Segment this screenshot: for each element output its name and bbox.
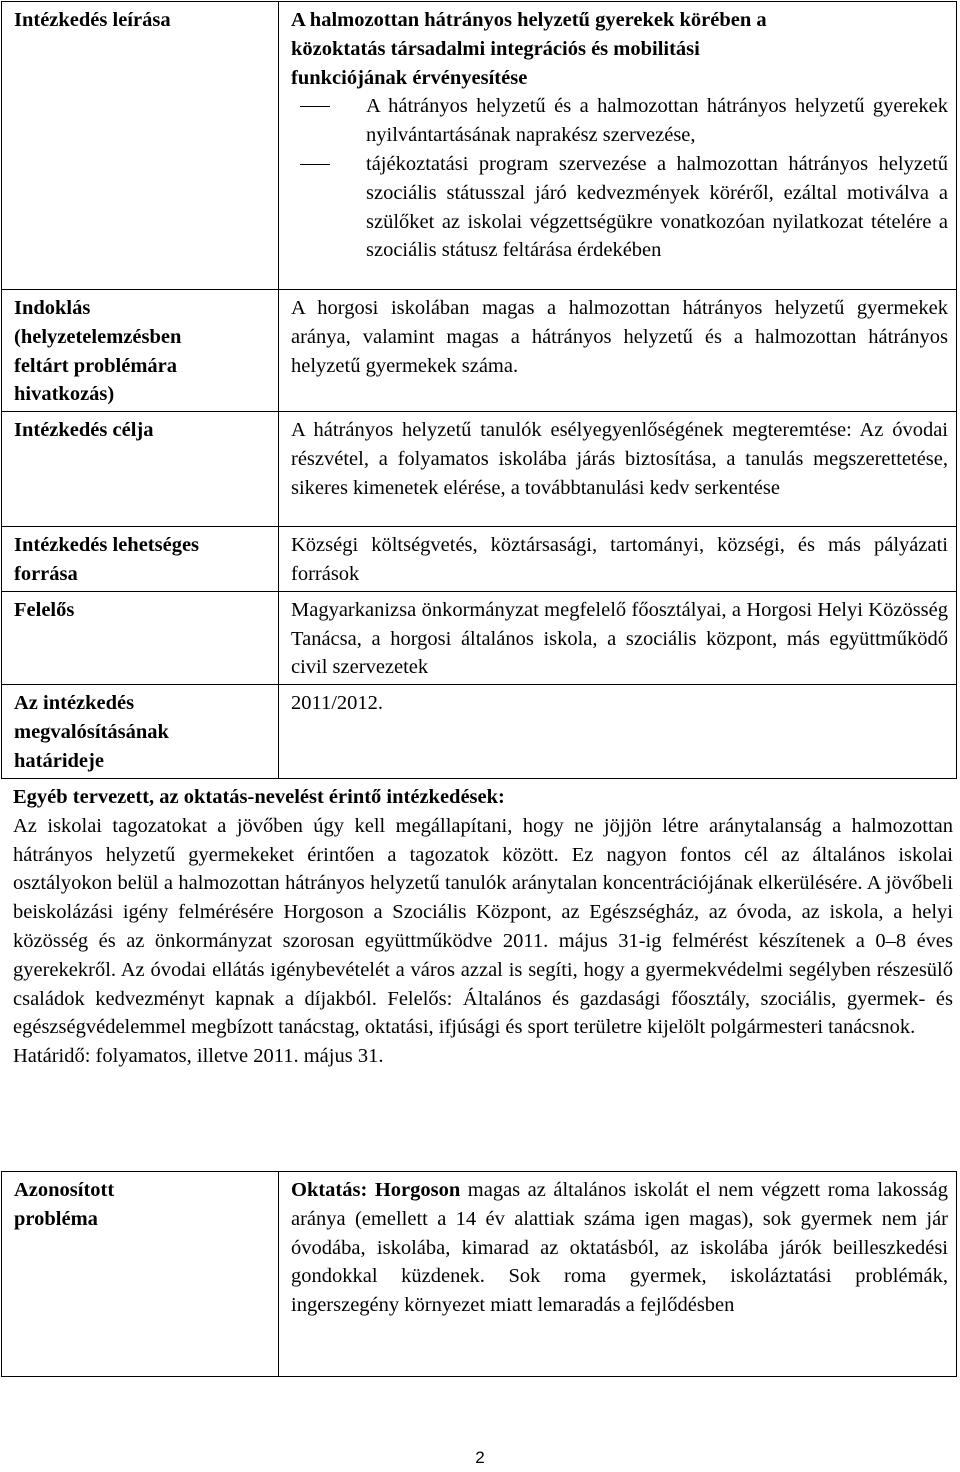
problem-table (1, 1171, 957, 1377)
row-label: Indoklás (helyzetelemzésben feltárt problémára hivatkozás) (2, 290, 279, 412)
problem-lead: Oktatás: Horgoson (291, 1179, 461, 1201)
measure-bullet-list (291, 92, 948, 265)
table-row (2, 527, 957, 592)
table-row (2, 290, 957, 412)
row-label: Azonosított probléma (2, 1172, 279, 1377)
row-value (279, 1172, 957, 1377)
list-item: tájékoztatási program szervezése a halmozottan hátrányos helyzetű szociális státusszal járó kedvezmények köréről, ezáltal motiválva a szülőket az iskolai végzettségükre vonatkozóan nyilatkozat tételére a szociális státusz feltárása érdekében (366, 150, 948, 265)
table-row (2, 1172, 957, 1377)
row-value: A horgosi iskolában magas a halmozottan hátrányos helyzetű gyermekek aránya, valamint magas a hátrányos helyzetű és a halmozottan hátrányos helyzetű gyermekek száma. (279, 290, 957, 412)
list-item: A hátrányos helyzetű és a halmozottan hátrányos helyzetű gyerekek nyilvántartásának naprakész szervezése, (366, 92, 948, 150)
row-label: Intézkedés leírása (2, 2, 279, 290)
row-label: Intézkedés lehetséges forrása (2, 527, 279, 592)
measure-title: A halmozottan hátrányos helyzetű gyerekek körében a közoktatás társadalmi integrációs és mobilitási funkciójának érvényesítése (291, 9, 767, 89)
table-row (2, 685, 957, 778)
section-paragraph: Az iskolai tagozatokat a jövőben úgy kell megállapítani, hogy ne jöjjön létre aránytalanság a halmozottan hátrányos helyzetű gyermekeket érintően a tagozatok között. Ez nagyon fontos cél az általános iskolai osztályokon belül a halmozottan hátrányos helyzetű tanulók aránytalan koncentrációjának elkerülésére. A jövőbeli beiskolázási igény felmérésére Horgoson a Szociális Központ, az Egészségház, az óvoda, az iskola, a helyi közösség és az önkormányzat szorosan együttműködve 2011. május 31-ig felmérést készítenek a 0–8 éves gyerekekről. Az óvodai ellátás igénybevételét a város azzal is segíti, hogy a gyermekvédelmi segélyben részesülő családok kedvezményt kapnak a díjakból. Felelős: Általános és gazdasági főosztály, szociális, gyermek- és egészségvédelemmel megbízott tanácstag, oktatási, ifjúsági és sport területre kijelölt polgármesteri tanácsnok. (13, 814, 953, 1039)
measure-table (1, 1, 957, 779)
row-label: Az intézkedés megvalósításának határideje (2, 685, 279, 778)
row-label: Felelős (2, 591, 279, 684)
row-value: A hátrányos helyzetű tanulók esélyegyenlőségének megteremtése: Az óvodai részvétel, a folyamatos iskolába járás biztosítása, a tanulás megszerettetése, sikeres kimenetek elérése, a továbbtanulási kedv serkentése (279, 412, 957, 527)
section-heading: Egyéb tervezett, az oktatás-nevelést érintő intézkedések: (13, 786, 505, 808)
row-value: Községi költségvetés, köztársasági, tartományi, községi, és más pályázati források (279, 527, 957, 592)
row-value (279, 2, 957, 290)
row-value: 2011/2012. (279, 685, 957, 778)
table-row (2, 412, 957, 527)
row-value: Magyarkanizsa önkormányzat megfelelő főosztályai, a Horgosi Helyi Közösség Tanácsa, a horgosi általános iskola, a szociális központ, más együttműködő civil szervezetek (279, 591, 957, 684)
other-measures-section (13, 783, 953, 1071)
problem-text: magas az általános iskolát el nem végzett roma lakosság aránya (emellett a 14 év alattiak száma igen magas), sok gyermek nem jár óvodába, iskolába, kimarad az oktatásból, az iskolába járók beilleszkedési gondokkal küzdenek. Sok roma gyermek, iskoláztatási problémák, ingerszegény környezet miatt lemaradás a fejlődésben (291, 1179, 949, 1317)
table-row (2, 2, 957, 290)
table-row (2, 591, 957, 684)
page-number: 2 (475, 1448, 485, 1467)
section-deadline: Határidő: folyamatos, illetve 2011. május 31. (13, 1045, 384, 1068)
row-label: Intézkedés célja (2, 412, 279, 527)
